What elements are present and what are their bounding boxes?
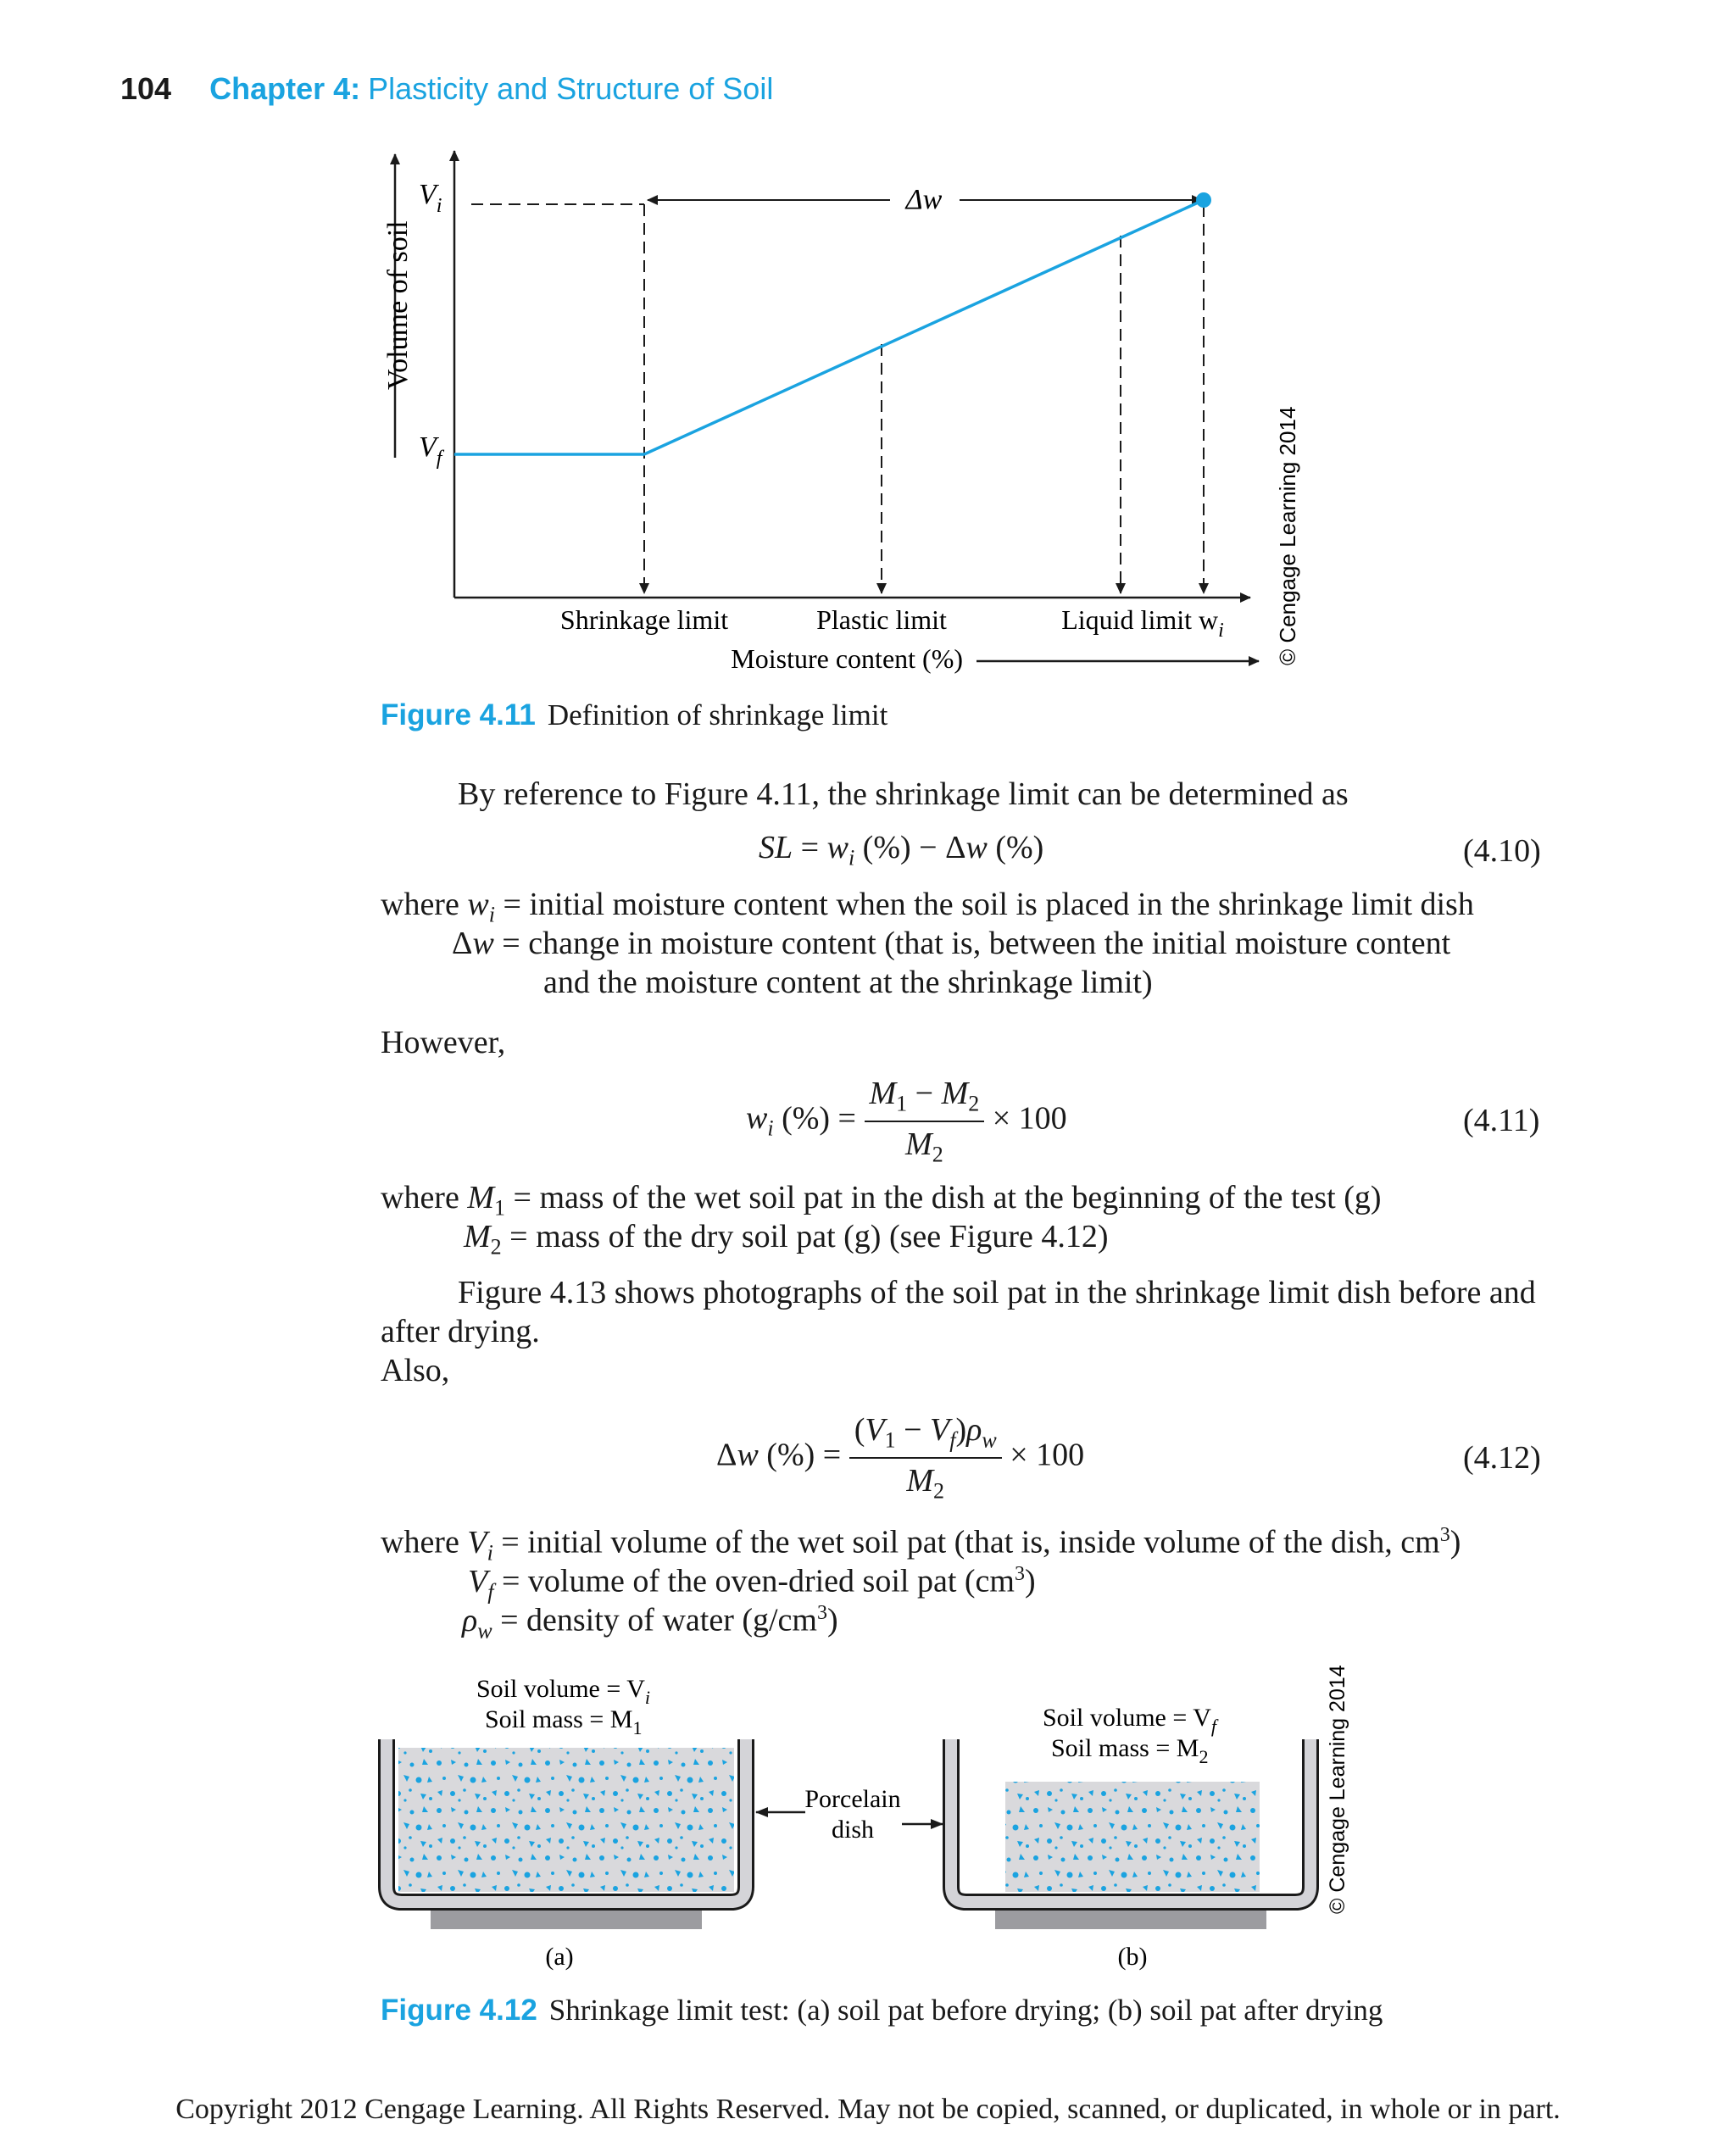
equation-4-11-number: (4.11)	[1463, 1103, 1540, 1138]
paragraph-2-line-2: after drying.	[381, 1314, 540, 1349]
copyright-footer: Copyright 2012 Cengage Learning. All Rights Reserved. May not be copied, scanned, or duplicated, in whole or in part.	[175, 2094, 1561, 2125]
chapter-title: Plasticity and Structure of Soil	[368, 71, 774, 106]
vf-definition: volume of the oven-dried soil pat (cm	[527, 1563, 1015, 1599]
equation-4-12-number: (4.12)	[1463, 1440, 1541, 1476]
shrinkage-limit-label: Shrinkage limit	[559, 604, 729, 635]
volume-moisture-curve	[454, 200, 1204, 454]
dish-a-base	[431, 1909, 702, 1929]
definitions-4-11: where $M_1$ = mass of the wet soil pat in the dish at the beginning of the test (g) $M_2$ = mass of the dry soil pat (g) (see Figure 4.12)	[381, 1180, 1382, 1260]
figure-4-11-copyright: © Cengage Learning 2014	[1275, 406, 1300, 665]
times-100: × 100	[992, 1100, 1067, 1137]
dw-definition-line-2: and the moisture content at the shrinkage limit)	[543, 965, 1153, 1000]
initial-state-point	[1196, 192, 1211, 208]
vf-label: $V_f$	[419, 431, 442, 470]
panel-b-label: (b)	[1117, 1943, 1148, 1971]
y-axis-label: Volume of soil	[382, 220, 414, 390]
equation-4-10: SL = $w_i$ (%) − Δw (%)	[759, 830, 1044, 870]
times-100: × 100	[1010, 1437, 1085, 1473]
page-number: 104	[120, 71, 172, 106]
caption-text: Definition of shrinkage limit	[547, 698, 888, 731]
delta-w-label: Δw	[905, 184, 943, 215]
definitions-4-10: where $w_i$ = initial moisture content when the soil is placed in the shrinkage limit dish Δw = change in moisture content (that is, between the initial moisture content and the moisture content at the shrinkage limit)	[381, 887, 1474, 1000]
figure-4-12-diagram	[0, 1661, 1736, 2000]
equation-4-10-number: (4.10)	[1463, 833, 1541, 869]
dish-label: dish	[831, 1816, 875, 1844]
equation-4-11: $w_i$ (%) = $\frac{M_1 - M_2}{M_2}$ × 100	[746, 1076, 1067, 1167]
caption-number: Figure 4.12	[381, 1994, 537, 2027]
soil-pat-wet	[398, 1748, 734, 1892]
m2-definition: mass of the dry soil pat (g) (see Figure 4.12)	[536, 1219, 1109, 1254]
caption-text: Shrinkage limit test: (a) soil pat before drying; (b) soil pat after drying	[548, 1994, 1383, 2027]
figure-4-12-caption	[381, 1994, 1383, 2027]
figure-4-11-caption	[381, 698, 887, 732]
a-volume-label: Soil volume = $V_i$	[476, 1675, 651, 1708]
rho-definition: density of water (g/cm	[526, 1602, 817, 1638]
figure-4-11-plot	[0, 0, 1736, 695]
b-mass-label: Soil mass = $M_2$	[1051, 1734, 1209, 1767]
a-mass-label: Soil mass = $M_1$	[485, 1705, 643, 1738]
paragraph-2-line-1: Figure 4.13 shows photographs of the soil pat in the shrinkage limit dish before and	[458, 1275, 1536, 1310]
soil-pat-dry	[1005, 1782, 1260, 1892]
liquid-limit-label: Liquid limit $w_i$	[1061, 604, 1224, 642]
plastic-limit-label: Plastic limit	[816, 604, 947, 635]
caption-number: Figure 4.11	[381, 698, 536, 731]
wi-definition: initial moisture content when the soil is placed in the shrinkage limit dish	[529, 887, 1474, 922]
definitions-4-12: where $V_i$ = initial volume of the wet soil pat (that is, inside volume of the dish, $cm^3$) $V_f$ = volume of the oven-dried soil pat $(cm^3)$ $\rho_w$ = density of water $(g/cm^3)$	[381, 1524, 1461, 1644]
paragraph-1: By reference to Figure 4.11, the shrinkage limit can be determined as	[458, 776, 1349, 812]
dw-definition-line-1: change in moisture content (that is, between the initial moisture content	[528, 926, 1451, 961]
vi-definition: initial volume of the wet soil pat (that is, inside volume of the dish, cm	[527, 1524, 1440, 1560]
x-axis-label: Moisture content (%)	[731, 643, 963, 674]
chapter-label: Chapter 4:	[209, 71, 361, 106]
m1-definition: mass of the wet soil pat in the dish at the beginning of the test (g)	[539, 1180, 1382, 1215]
however-text: However,	[381, 1025, 506, 1060]
b-volume-label: Soil volume = $V_f$	[1043, 1704, 1217, 1737]
porcelain-label: Porcelain	[804, 1785, 901, 1813]
also-text: Also,	[381, 1353, 450, 1388]
vi-label: $V_i$	[419, 179, 442, 217]
equation-4-12: Δw (%) = $\frac{(V_1 - V_f)\rho_w}{M_2}$ × 100	[716, 1412, 1085, 1504]
panel-a-label: (a)	[545, 1943, 574, 1971]
figure-4-12-copyright: © Cengage Learning 2014	[1326, 1665, 1349, 1914]
dish-b-base	[995, 1909, 1266, 1929]
